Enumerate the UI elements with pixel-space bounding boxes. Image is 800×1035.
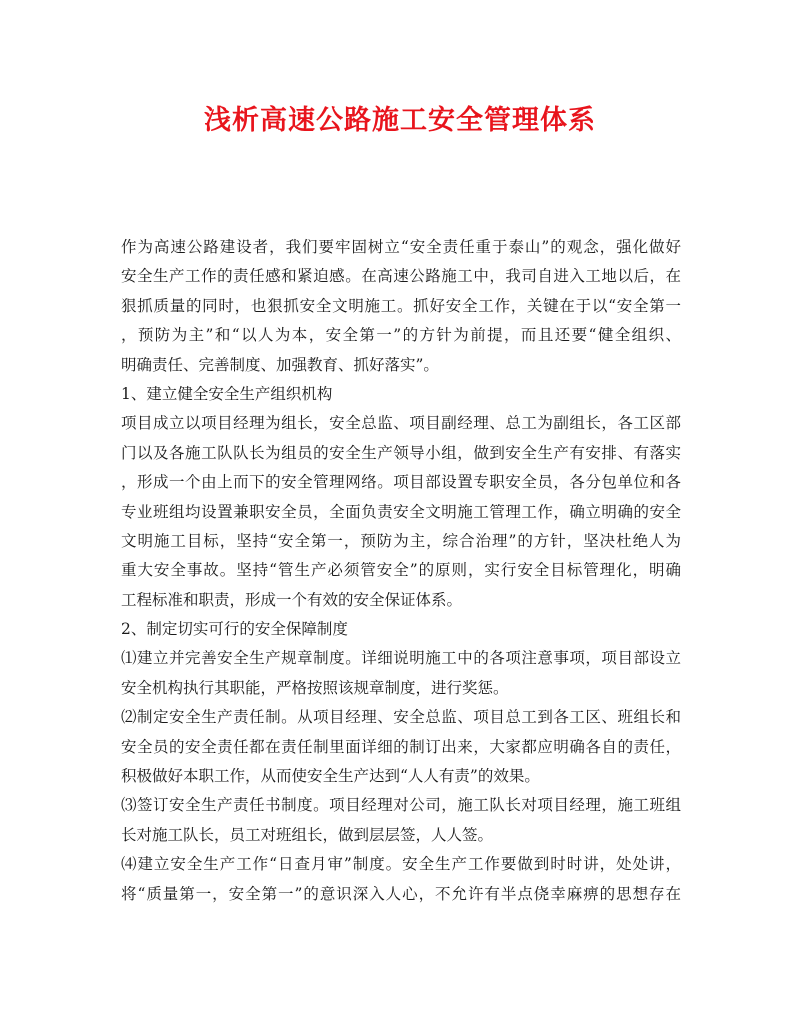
body-line: 长对施工队长，员工对班组长，做到层层签，人人签。: [121, 825, 494, 844]
body-line: 狠抓质量的同时，也狠抓安全文明施工。抓好安全工作，关键在于以“安全第一: [121, 296, 681, 315]
body-line: 文明施工目标，坚持“安全第一，预防为主，综合治理”的方针，坚决杜绝人为: [121, 531, 681, 550]
body-line: ⑵制定安全生产责任制。从项目经理、安全总监、项目总工到各工区、班组长和: [121, 708, 681, 727]
body-line: 安全机构执行其职能，严格按照该规章制度，进行奖惩。: [121, 678, 509, 697]
body-line: 重大安全事故。坚持“管生产必须管安全”的原则，实行安全目标管理化，明确: [121, 561, 681, 580]
document-title: 浅析高速公路施工安全管理体系: [204, 105, 596, 136]
body-line: 安全生产工作的责任感和紧迫感。在高速公路施工中，我司自进入工地以后，在: [121, 267, 681, 286]
body-line: 工程标准和职责，形成一个有效的安全保证体系。: [121, 590, 463, 609]
body-line: 2、制定切实可行的安全保障制度: [121, 620, 348, 639]
body-line: 门以及各施工队队长为组员的安全生产领导小组，做到安全生产有安排、有落实: [121, 443, 681, 462]
body-line: 安全员的安全责任都在责任制里面详细的制订出来，大家都应明确各自的责任，: [121, 737, 681, 756]
body-line: 1、建立健全安全生产组织机构: [121, 384, 333, 403]
body-line: 专业班组均设置兼职安全员，全面负责安全文明施工管理工作，确立明确的安全: [121, 502, 681, 521]
body-line: ⑶签订安全生产责任书制度。项目经理对公司，施工队长对项目经理，施工班组: [121, 796, 681, 815]
body-line: ⑷建立安全生产工作“日查月审”制度。安全生产工作要做到时时讲，处处讲，: [121, 855, 681, 874]
body-line: 积极做好本职工作，从而使安全生产达到“人人有责”的效果。: [121, 767, 540, 786]
body-line: ，预防为主”和“以人为本，安全第一”的方针为前提，而且还要“健全组织、: [121, 326, 681, 345]
body-line: 作为高速公路建设者，我们要牢固树立“安全责任重于泰山”的观念，强化做好: [121, 238, 681, 256]
document-body: [121, 233, 681, 909]
body-line: 将“质量第一，安全第一”的意识深入人心，不允许有半点侥幸麻痹的思想存在: [121, 884, 681, 903]
body-line: ，形成一个由上而下的安全管理网络。项目部设置专职安全员，各分包单位和各: [121, 473, 681, 492]
body-line: 项目成立以项目经理为组长，安全总监、项目副经理、总工为副组长，各工区部: [121, 414, 681, 433]
body-line: 明确责任、完善制度、加强教育、抓好落实”。: [121, 355, 439, 374]
body-line: ⑴建立并完善安全生产规章制度。详细说明施工中的各项注意事项，项目部设立: [121, 649, 681, 668]
